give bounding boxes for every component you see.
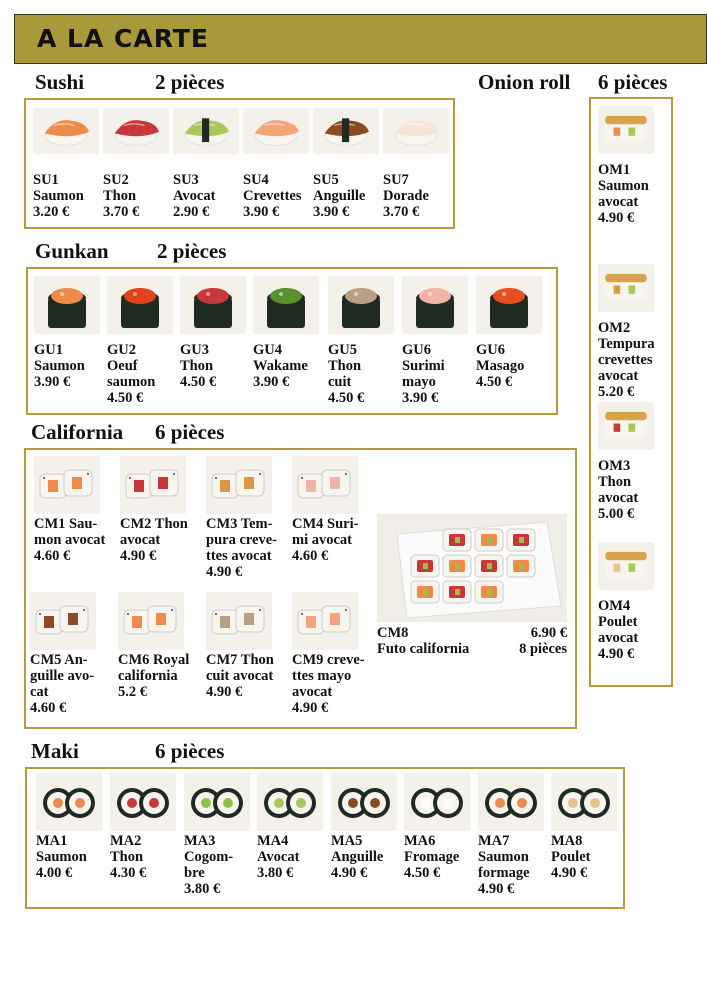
salmon-onion-roll-icon <box>598 106 654 154</box>
california-count: 6 pièces <box>155 420 225 444</box>
item-name: avocat <box>598 630 639 646</box>
item-price: 2.90 € <box>173 204 210 220</box>
item-price: 3.70 € <box>383 204 420 220</box>
chicken-onion-roll-icon <box>598 542 654 590</box>
item-code: GU3 <box>180 342 209 358</box>
item-code: GU1 <box>34 342 63 358</box>
item-price: 4.50 € <box>328 390 365 406</box>
item-name: Wakame <box>253 358 308 374</box>
item-code: CM6 Royal <box>118 652 190 668</box>
onion-title: Onion roll <box>478 70 571 94</box>
wakame-gunkan-icon <box>253 276 319 334</box>
eel-california-icon <box>30 592 96 650</box>
gunkan-count: 2 pièces <box>157 239 227 263</box>
onion-count: 6 pièces <box>598 70 668 94</box>
item-name: Anguille <box>331 849 384 865</box>
item-price: 3.90 € <box>313 204 350 220</box>
item-name: Crevettes <box>243 188 302 204</box>
item-name: ttes avocat <box>206 548 272 564</box>
item-code: CM9 creve- <box>292 652 365 668</box>
salmon-gunkan-icon <box>34 276 100 334</box>
item-name: Dorade <box>383 188 429 204</box>
item-code: OM2 <box>598 320 631 336</box>
item-code: OM3 <box>598 458 631 474</box>
item-price: 3.90 € <box>253 374 290 390</box>
item-name: Saumon <box>34 358 85 374</box>
sea-bream-nigiri-icon <box>383 108 449 154</box>
avocado-nigiri-icon <box>173 108 239 154</box>
item-name: Anguille <box>313 188 366 204</box>
cooked-tuna-gunkan-icon <box>328 276 394 334</box>
item-price: 4.30 € <box>110 865 147 881</box>
item-code: SU3 <box>173 172 199 188</box>
salmon-nigiri-icon <box>33 108 99 154</box>
gunkan-title: Gunkan <box>35 239 109 263</box>
item-price: 4.90 € <box>478 881 515 897</box>
item-code: MA3 <box>184 833 216 849</box>
futo-california-icon <box>377 514 567 622</box>
item-name: saumon <box>107 374 156 390</box>
item-code: CM2 Thon <box>120 516 188 532</box>
item-price: 4.90 € <box>120 548 157 564</box>
item-price: 4.90 € <box>206 564 243 580</box>
item-name: Thon <box>180 358 214 374</box>
item-code: GU6 <box>402 342 431 358</box>
futo-california-photo <box>377 514 567 622</box>
item-price: 4.50 € <box>404 865 441 881</box>
item-price: 3.80 € <box>184 881 221 897</box>
surimi-gunkan-icon <box>402 276 468 334</box>
shrimp-nigiri-icon <box>243 108 309 154</box>
item-name: cuit avocat <box>206 668 274 684</box>
salmon-maki-icon <box>36 773 102 831</box>
item-name: Thon <box>103 188 137 204</box>
futo-name: Futo california <box>377 641 470 657</box>
item-code: SU2 <box>103 172 129 188</box>
item-name: cuit <box>328 374 352 390</box>
maki-title: Maki <box>31 739 79 763</box>
item-price: 4.50 € <box>180 374 217 390</box>
item-price: 4.60 € <box>292 548 329 564</box>
tuna-california-icon <box>120 456 186 514</box>
item-code: MA1 <box>36 833 68 849</box>
item-price: 4.90 € <box>551 865 588 881</box>
item-code: CM3 Tem- <box>206 516 273 532</box>
item-code: CM5 An- <box>30 652 88 668</box>
item-name: Thon <box>328 358 362 374</box>
item-code: CM7 Thon <box>206 652 274 668</box>
item-name: crevettes <box>598 352 653 368</box>
item-code: MA8 <box>551 833 583 849</box>
item-name: guille avo- <box>30 668 95 684</box>
item-code: SU5 <box>313 172 339 188</box>
surimi-california-icon <box>292 456 358 514</box>
item-name: pura creve- <box>206 532 277 548</box>
item-name: Fromage <box>404 849 460 865</box>
item-name: Avocat <box>173 188 216 204</box>
tuna-maki-icon <box>110 773 176 831</box>
item-price: 3.90 € <box>402 390 439 406</box>
item-name: ttes mayo <box>292 668 352 684</box>
item-name: Oeuf <box>107 358 138 374</box>
royal-california-icon <box>118 592 184 650</box>
item-name: Masago <box>476 358 525 374</box>
futo-code: CM8 <box>377 625 409 641</box>
item-code: SU7 <box>383 172 409 188</box>
item-code: OM4 <box>598 598 631 614</box>
item-price: 3.20 € <box>33 204 70 220</box>
item-price: 4.00 € <box>36 865 73 881</box>
item-name: Thon <box>110 849 144 865</box>
item-price: 4.90 € <box>331 865 368 881</box>
item-name: avocat <box>598 490 639 506</box>
item-name: cat <box>30 684 49 700</box>
salmon-cheese-maki-icon <box>478 773 544 831</box>
tuna-onion-roll-icon <box>598 402 654 450</box>
item-code: GU2 <box>107 342 136 358</box>
item-price: 4.60 € <box>30 700 67 716</box>
cooked-tuna-california-icon <box>206 592 272 650</box>
sushi-count: 2 pièces <box>155 70 225 94</box>
futo-price: 6.90 € <box>530 625 567 641</box>
item-name: Saumon <box>36 849 87 865</box>
item-name: Avocat <box>257 849 300 865</box>
item-name: Poulet <box>551 849 591 865</box>
item-code: SU4 <box>243 172 269 188</box>
item-name: Tempura <box>598 336 655 352</box>
item-code: GU4 <box>253 342 282 358</box>
item-price: 4.50 € <box>476 374 513 390</box>
item-name: Surimi <box>402 358 445 374</box>
shrimp-california-icon <box>292 592 358 650</box>
item-code: MA5 <box>331 833 363 849</box>
item-price: 5.2 € <box>118 684 147 700</box>
item-code: MA4 <box>257 833 289 849</box>
item-code: OM1 <box>598 162 631 178</box>
item-name: avocat <box>598 194 639 210</box>
item-price: 5.20 € <box>598 384 635 400</box>
item-price: 5.00 € <box>598 506 635 522</box>
item-name: bre <box>184 865 205 881</box>
tuna-gunkan-icon <box>180 276 246 334</box>
item-name: mon avocat <box>34 532 106 548</box>
item-price: 3.90 € <box>34 374 71 390</box>
item-price: 4.90 € <box>598 210 635 226</box>
item-price: 4.90 € <box>292 700 329 716</box>
item-name: Saumon <box>33 188 84 204</box>
item-code: CM4 Suri- <box>292 516 359 532</box>
item-name: california <box>118 668 178 684</box>
chicken-maki-icon <box>551 773 617 831</box>
item-name: Saumon <box>598 178 649 194</box>
item-code: MA7 <box>478 833 510 849</box>
item-name: Saumon <box>478 849 529 865</box>
eel-maki-icon <box>331 773 397 831</box>
item-price: 4.50 € <box>107 390 144 406</box>
item-price: 4.90 € <box>206 684 243 700</box>
item-price: 4.60 € <box>34 548 71 564</box>
eel-nigiri-icon <box>313 108 379 154</box>
item-name: formage <box>478 865 530 881</box>
roe-gunkan-icon <box>107 276 173 334</box>
item-name: Cogom- <box>184 849 234 865</box>
item-name: mi avocat <box>292 532 352 548</box>
item-name: avocat <box>598 368 639 384</box>
item-code: GU6 <box>476 342 505 358</box>
item-code: MA6 <box>404 833 436 849</box>
sushi-title: Sushi <box>35 70 85 94</box>
california-title: California <box>31 420 124 444</box>
tempura-california-icon <box>206 456 272 514</box>
item-name: mayo <box>402 374 436 390</box>
item-price: 3.90 € <box>243 204 280 220</box>
item-name: Thon <box>598 474 632 490</box>
item-price: 3.80 € <box>257 865 294 881</box>
item-name: avocat <box>292 684 333 700</box>
avocado-maki-icon <box>257 773 323 831</box>
masago-gunkan-icon <box>476 276 542 334</box>
header-banner <box>14 14 707 64</box>
salmon-california-icon <box>34 456 100 514</box>
cucumber-maki-icon <box>184 773 250 831</box>
item-price: 4.90 € <box>598 646 635 662</box>
maki-count: 6 pièces <box>155 739 225 763</box>
item-code: CM1 Sau- <box>34 516 98 532</box>
futo-count: 8 pièces <box>519 641 567 657</box>
page-title: A LA CARTE <box>37 24 209 53</box>
item-code: SU1 <box>33 172 59 188</box>
tuna-nigiri-icon <box>103 108 169 154</box>
tempura-onion-roll-icon <box>598 264 654 312</box>
item-code: GU5 <box>328 342 357 358</box>
cheese-maki-icon <box>404 773 470 831</box>
item-name: avocat <box>120 532 161 548</box>
item-price: 3.70 € <box>103 204 140 220</box>
item-code: MA2 <box>110 833 142 849</box>
item-name: Poulet <box>598 614 638 630</box>
